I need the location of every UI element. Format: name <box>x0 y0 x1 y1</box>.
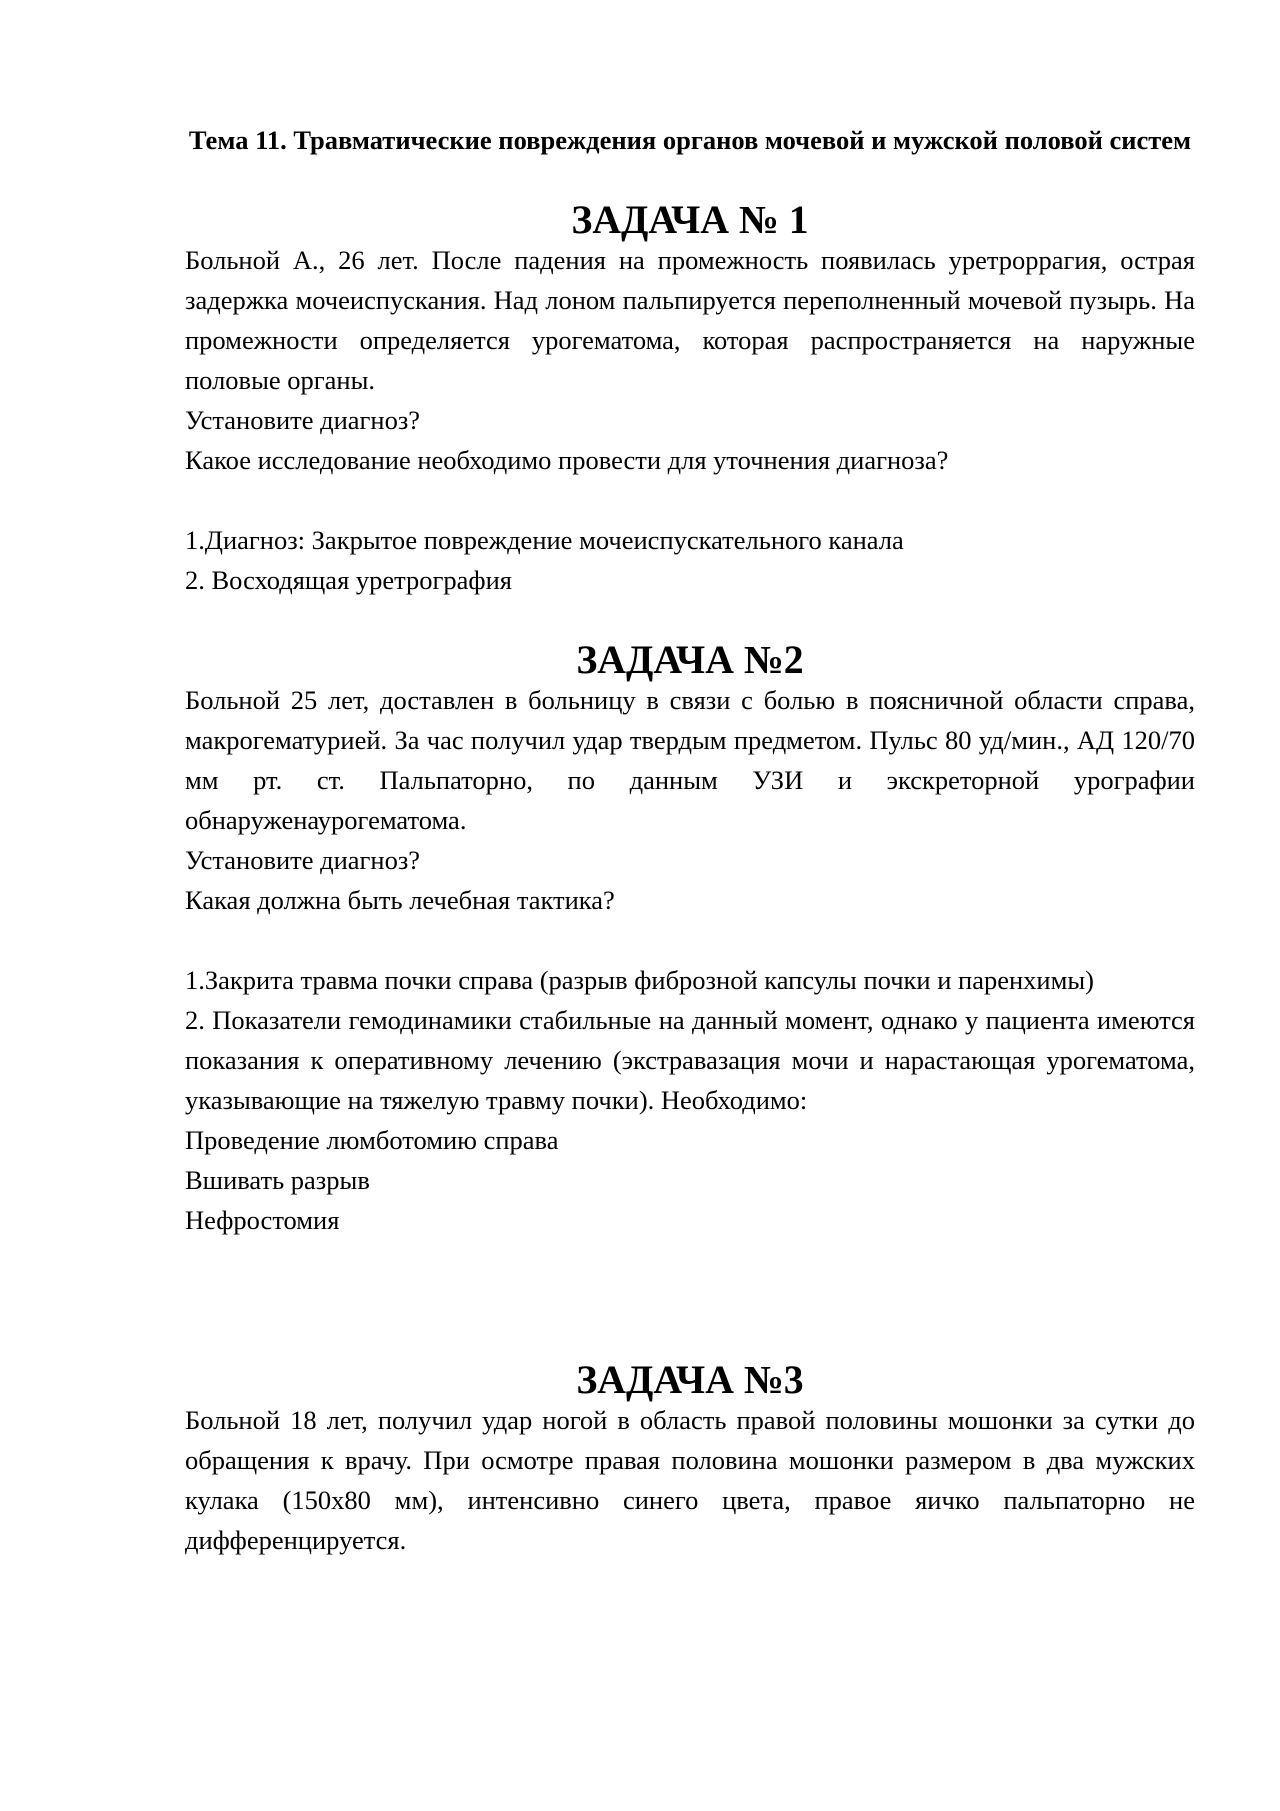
answer-step: Вшивать разрыв <box>185 1165 370 1195</box>
spacer <box>185 920 1195 960</box>
task-2 <box>185 640 1195 1240</box>
spacer <box>185 160 1195 200</box>
task-heading: ЗАДАЧА №2 <box>576 638 804 682</box>
task-heading: ЗАДАЧА № 1 <box>571 198 809 242</box>
question: Какая должна быть лечебная тактика? <box>185 885 615 915</box>
spacer <box>185 600 1195 640</box>
answer: 2. Показатели гемодинамики стабильные на данный момент, однако у пациента имеются показания к оперативному лечению (экстравазация мочи и нарастающая урогематома, указывающие на тяжелую травму почки). Необходимо: <box>185 1005 1195 1115</box>
case-description: Больной А., 26 лет. После падения на промежность появилась уретроррагия, острая задержка мочеиспускания. Над лоном пальпируется переполненный мочевой пузырь. На промежности определяется урогематома, которая распространяется на наружные половые органы. <box>185 245 1195 395</box>
task-3 <box>185 1360 1195 1560</box>
question: Установите диагноз? <box>185 845 421 875</box>
spacer <box>185 480 1195 520</box>
document-page <box>185 120 1195 1560</box>
case-description: Больной 18 лет, получил удар ногой в область правой половины мошонки за сутки до обращения к врачу. При осмотре правая половина мошонки размером в два мужских кулака (150х80 мм), интенсивно синего цвета, правое яичко пальпаторно не дифференцируется. <box>185 1405 1195 1555</box>
answer: 1.Диагноз: Закрытое повреждение мочеиспускательного канала <box>185 525 904 555</box>
task-1 <box>185 200 1195 600</box>
task-heading: ЗАДАЧА №3 <box>576 1358 804 1402</box>
question: Установите диагноз? <box>185 405 421 435</box>
case-description: Больной 25 лет, доставлен в больницу в связи с болью в поясничной области справа, макрогематурией. За час получил удар твердым предметом. Пульс 80 уд/мин., АД 120/70 мм рт. ст. Пальпаторно, по данным УЗИ и экскреторной урографии обнаруженаурогематома. <box>185 685 1195 835</box>
question: Какое исследование необходимо провести для уточнения диагноза? <box>185 445 949 475</box>
answer-step: Нефростомия <box>185 1205 340 1235</box>
spacer <box>185 1240 1195 1360</box>
answer: 1.Закрита травма почки справа (разрыв фиброзной капсулы почки и паренхимы) <box>185 965 1095 995</box>
answer-step: Проведение люмботомию справа <box>185 1125 559 1155</box>
answer: 2. Восходящая уретрография <box>185 565 512 595</box>
page-title: Тема 11. Травматические повреждения органов мочевой и мужской половой систем <box>188 125 1192 155</box>
